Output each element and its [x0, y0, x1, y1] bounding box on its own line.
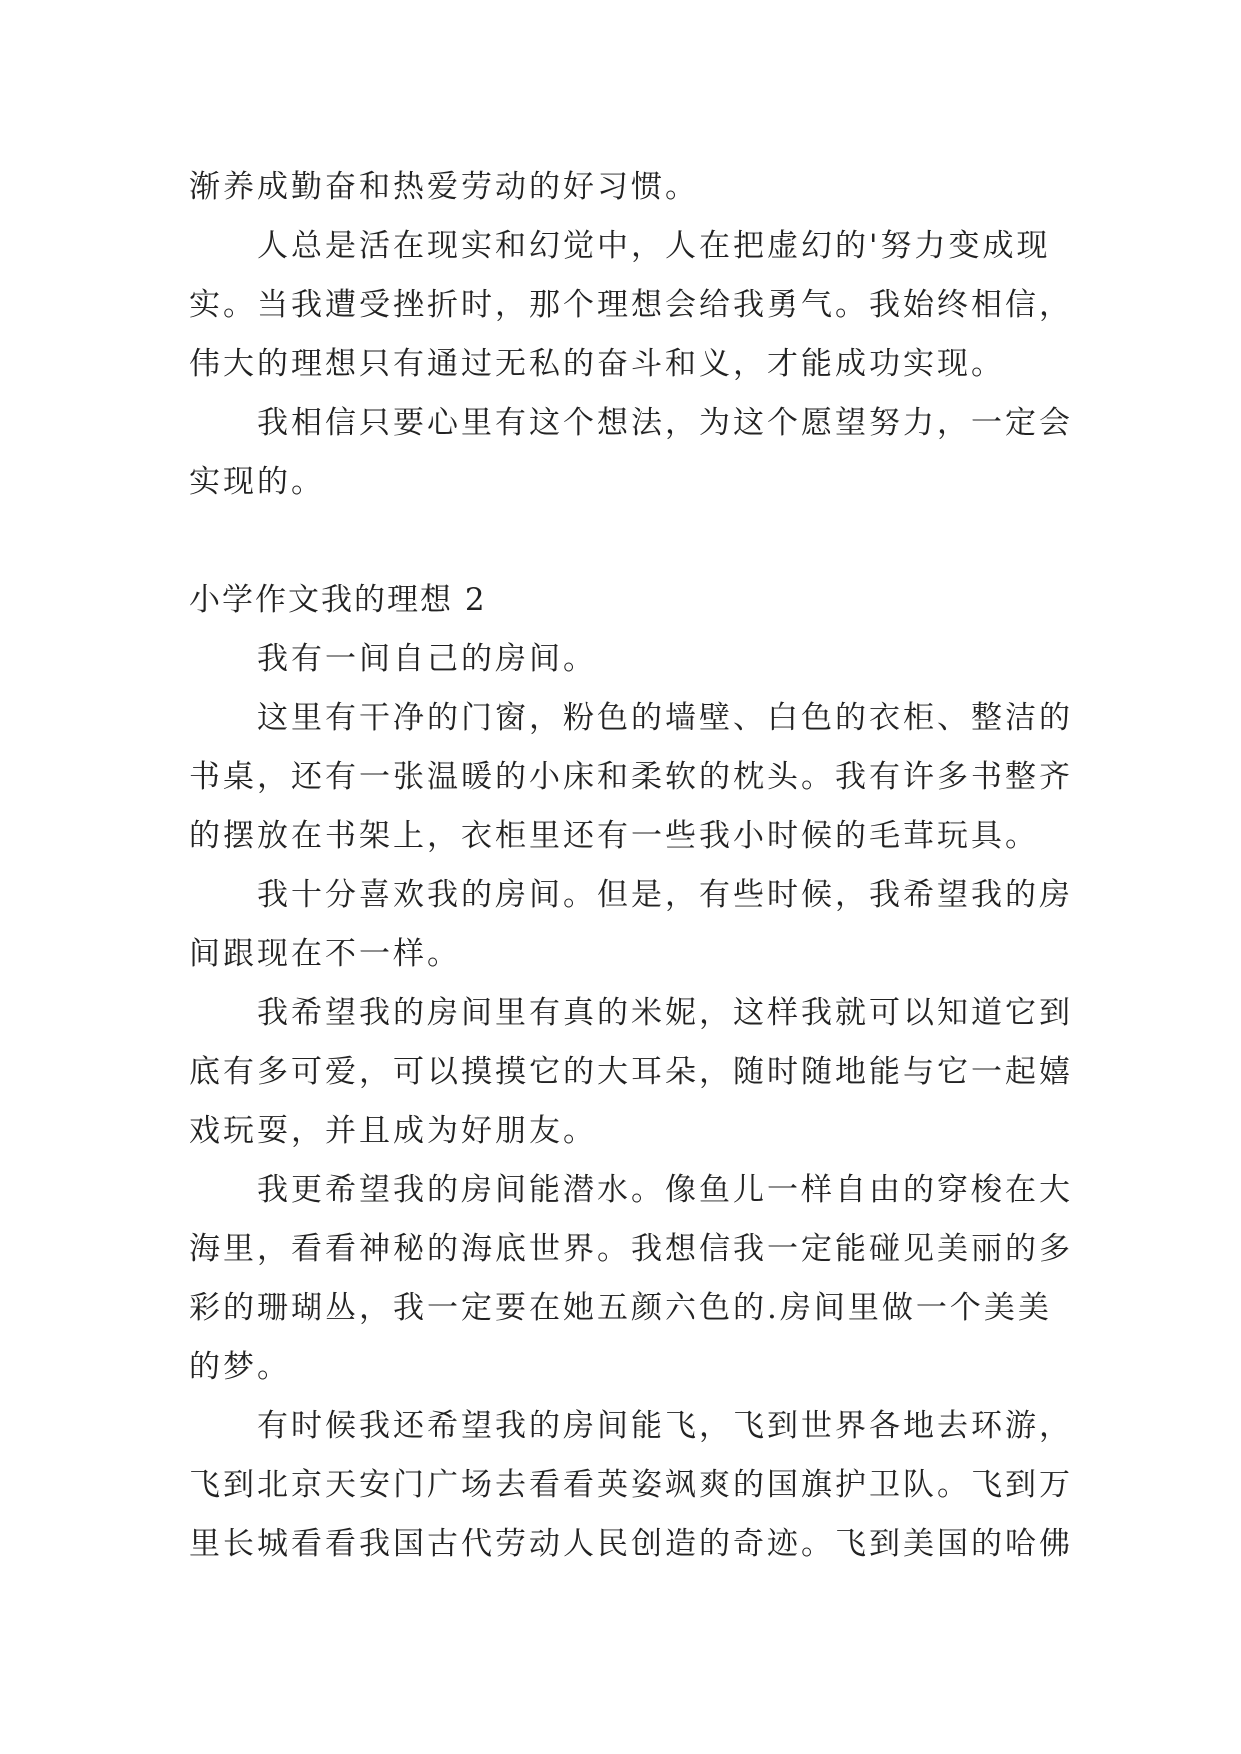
text-line: 我有一间自己的房间。 — [257, 641, 597, 677]
document-body — [189, 158, 1073, 1574]
text-line: 这里有干净的门窗，粉色的墙壁、白色的衣柜、整洁的 — [257, 700, 1073, 736]
text-line: 有时候我还希望我的房间能飞，飞到世界各地去环游， — [257, 1408, 1073, 1444]
text-line: 我希望我的房间里有真的米妮，这样我就可以知道它到 — [257, 995, 1073, 1031]
section-heading: 小学作文我的理想 2 — [189, 582, 487, 618]
text-line: 我十分喜欢我的房间。但是，有些时候，我希望我的房 — [257, 877, 1073, 913]
text-line: 飞到北京天安门广场去看看英姿飒爽的国旗护卫队。飞到万 — [189, 1467, 1073, 1503]
text-line: 实。当我遭受挫折时，那个理想会给我勇气。我始终相信， — [189, 287, 1073, 323]
text-line: 书桌，还有一张温暖的小床和柔软的枕头。我有许多书整齐 — [189, 759, 1073, 795]
text-line: 我相信只要心里有这个想法，为这个愿望努力，一定会 — [257, 405, 1073, 441]
text-line: 彩的珊瑚丛，我一定要在她五颜六色的.房间里做一个美美 — [189, 1290, 1052, 1326]
text-line: 我更希望我的房间能潜水。像鱼儿一样自由的穿梭在大 — [257, 1172, 1073, 1208]
blank-line — [189, 512, 1059, 571]
text-line: 海里，看看神秘的海底世界。我想信我一定能碰见美丽的多 — [189, 1231, 1073, 1267]
text-line: 里长城看看我国古代劳动人民创造的奇迹。飞到美国的哈佛 — [189, 1526, 1073, 1562]
text-line: 的摆放在书架上，衣柜里还有一些我小时候的毛茸玩具。 — [189, 818, 1039, 854]
text-line: 实现的。 — [189, 464, 325, 500]
text-line: 戏玩耍，并且成为好朋友。 — [189, 1113, 597, 1149]
text-line: 伟大的理想只有通过无私的奋斗和义，才能成功实现。 — [189, 346, 1005, 382]
text-line: 底有多可爱，可以摸摸它的大耳朵，随时随地能与它一起嬉 — [189, 1054, 1073, 1090]
text-line: 的梦。 — [189, 1349, 291, 1385]
text-line: 渐养成勤奋和热爱劳动的好习惯。 — [189, 169, 699, 205]
text-line: 人总是活在现实和幻觉中，人在把虚幻的'努力变成现 — [257, 228, 1051, 264]
text-line: 间跟现在不一样。 — [189, 936, 461, 972]
